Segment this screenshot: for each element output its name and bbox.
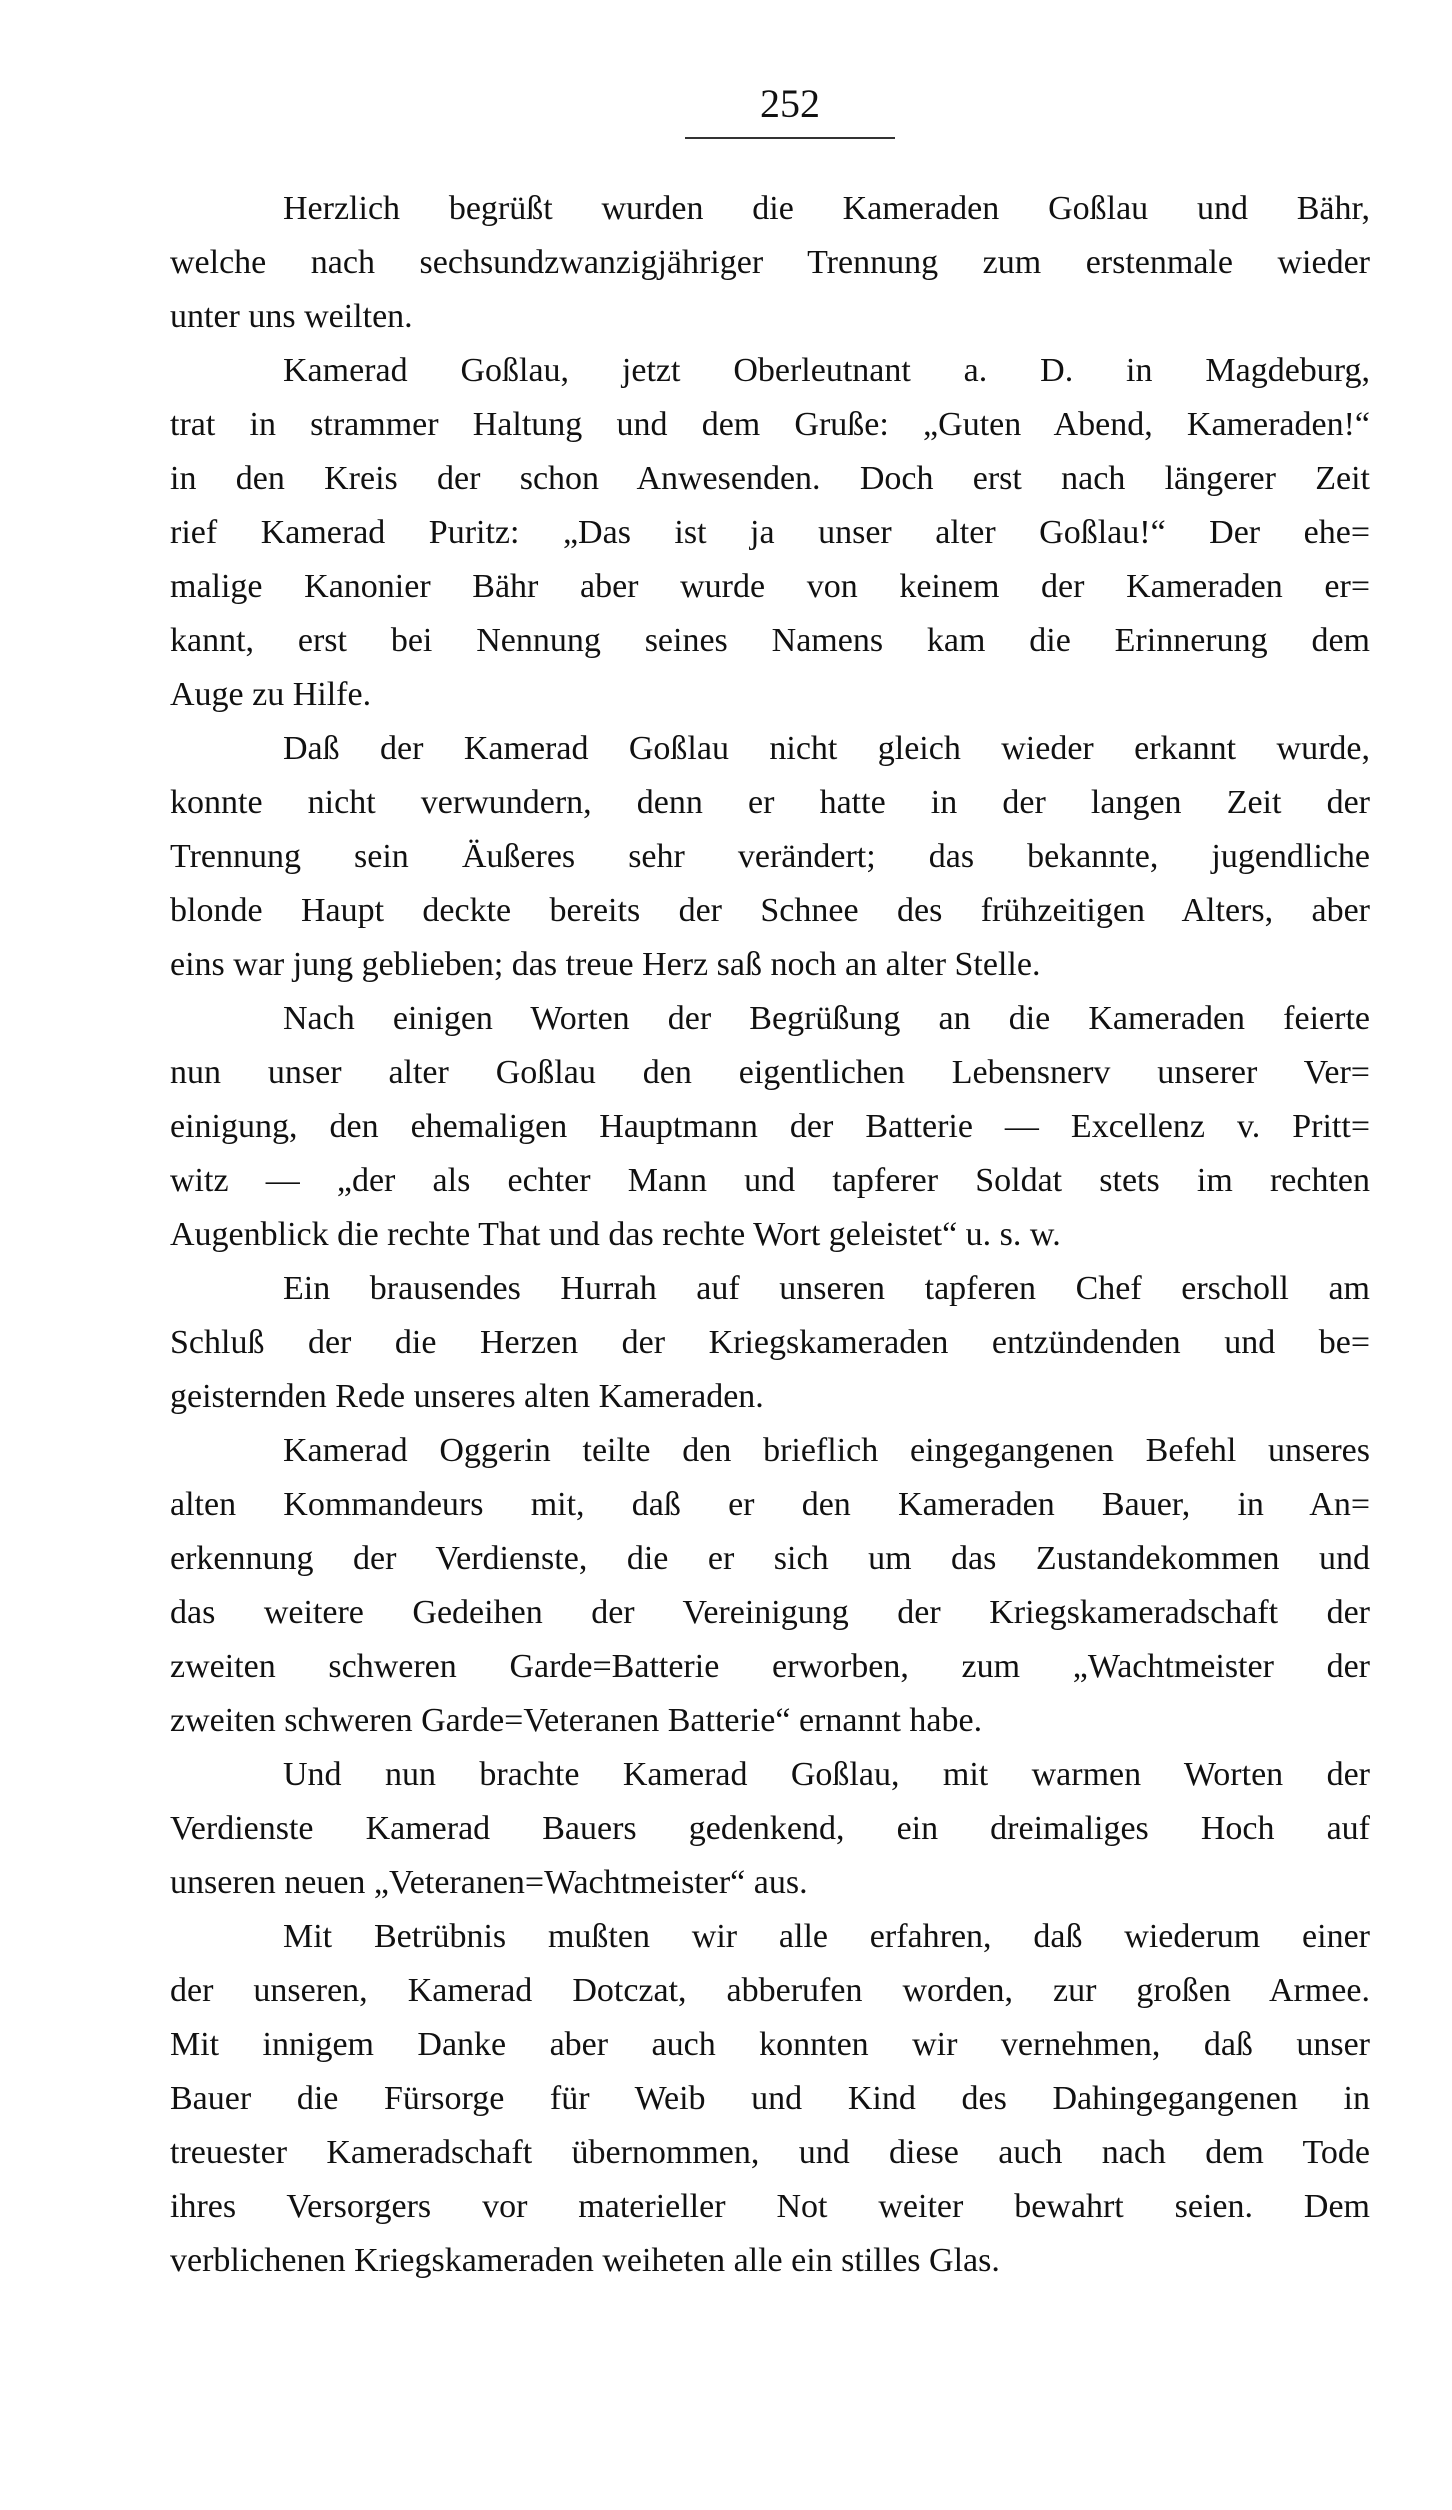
text-line: ihres Versorgers vor materieller Not weiter bewahrt seien. Dem [170,2188,1370,2225]
text-line: blonde Haupt deckte bereits der Schnee des frühzeitigen Alters, aber [170,892,1370,929]
text-line: der unseren, Kamerad Dotczat, abberufen worden, zur großen Armee. [170,1972,1370,2009]
text-line: Ein brausendes Hurrah auf unseren tapferen Chef erscholl am [283,1270,1370,1307]
body-text [170,182,1370,2288]
paragraph [170,1262,1370,1424]
text-line: Und nun brachte Kamerad Goßlau, mit warmen Worten der [283,1756,1370,1793]
text-line: welche nach sechsundzwanzigjähriger Trennung zum erstenmale wieder [170,244,1370,281]
page-number: 252 [760,81,820,126]
paragraph [170,344,1370,722]
paragraph [170,992,1370,1262]
text-line: Mit innigem Danke aber auch konnten wir vernehmen, daß unser [170,2026,1370,2063]
text-line: konnte nicht verwundern, denn er hatte in der langen Zeit der [170,784,1370,821]
text-line: alten Kommandeurs mit, daß er den Kameraden Bauer, in An= [170,1486,1370,1523]
paragraph [170,1910,1370,2288]
header-rule [685,137,895,139]
text-line: nun unser alter Goßlau den eigentlichen Lebensnerv unserer Ver= [170,1054,1370,1091]
text-line: erkennung der Verdienste, die er sich um das Zustandekommen und [170,1540,1370,1577]
text-line: Kamerad Oggerin teilte den brieflich eingegangenen Befehl unseres [283,1432,1370,1469]
text-line: trat in strammer Haltung und dem Gruße: „Guten Abend, Kameraden!“ [170,406,1370,443]
text-line: unseren neuen „Veteranen=Wachtmeister“ aus. [170,1864,808,1901]
text-line: treuester Kameradschaft übernommen, und diese auch nach dem Tode [170,2134,1370,2171]
paragraph [170,182,1370,344]
paragraph [170,722,1370,992]
text-line: geisternden Rede unseres alten Kameraden. [170,1378,764,1415]
text-line: verblichenen Kriegskameraden weiheten alle ein stilles Glas. [170,2242,1000,2279]
text-line: zweiten schweren Garde=Batterie erworben, zum „Wachtmeister der [170,1648,1370,1685]
paragraph [170,1748,1370,1910]
text-line: Verdienste Kamerad Bauers gedenkend, ein dreimaliges Hoch auf [170,1810,1370,1847]
text-line: Trennung sein Äußeres sehr verändert; das bekannte, jugendliche [170,838,1370,875]
text-line: zweiten schweren Garde=Veteranen Batterie“ ernannt habe. [170,1702,983,1739]
text-line: Auge zu Hilfe. [170,676,372,713]
paragraph [170,1424,1370,1748]
text-line: in den Kreis der schon Anwesenden. Doch erst nach längerer Zeit [170,460,1370,497]
text-line: Herzlich begrüßt wurden die Kameraden Goßlau und Bähr, [283,190,1370,227]
text-line: eins war jung geblieben; das treue Herz saß noch an alter Stelle. [170,946,1041,983]
text-line: unter uns weilten. [170,298,413,335]
text-line: kannt, erst bei Nennung seines Namens kam die Erinnerung dem [170,622,1370,659]
text-line: Mit Betrübnis mußten wir alle erfahren, daß wiederum einer [283,1918,1370,1955]
text-line: witz — „der als echter Mann und tapferer Soldat stets im rechten [170,1162,1370,1199]
text-line: Kamerad Goßlau, jetzt Oberleutnant a. D. in Magdeburg, [283,352,1370,389]
text-line: Daß der Kamerad Goßlau nicht gleich wieder erkannt wurde, [283,730,1370,767]
text-line: Nach einigen Worten der Begrüßung an die Kameraden feierte [283,1000,1370,1037]
text-line: Bauer die Fürsorge für Weib und Kind des Dahingegangenen in [170,2080,1370,2117]
text-line: das weitere Gedeihen der Vereinigung der Kriegskameradschaft der [170,1594,1370,1631]
text-line: einigung, den ehemaligen Hauptmann der Batterie — Excellenz v. Pritt= [170,1108,1370,1145]
text-line: Augenblick die rechte That und das rechte Wort geleistet“ u. s. w. [170,1216,1061,1253]
text-line: rief Kamerad Puritz: „Das ist ja unser alter Goßlau!“ Der ehe= [170,514,1370,551]
text-line: malige Kanonier Bähr aber wurde von keinem der Kameraden er= [170,568,1370,605]
text-line: Schluß der die Herzen der Kriegskameraden entzündenden und be= [170,1324,1370,1361]
